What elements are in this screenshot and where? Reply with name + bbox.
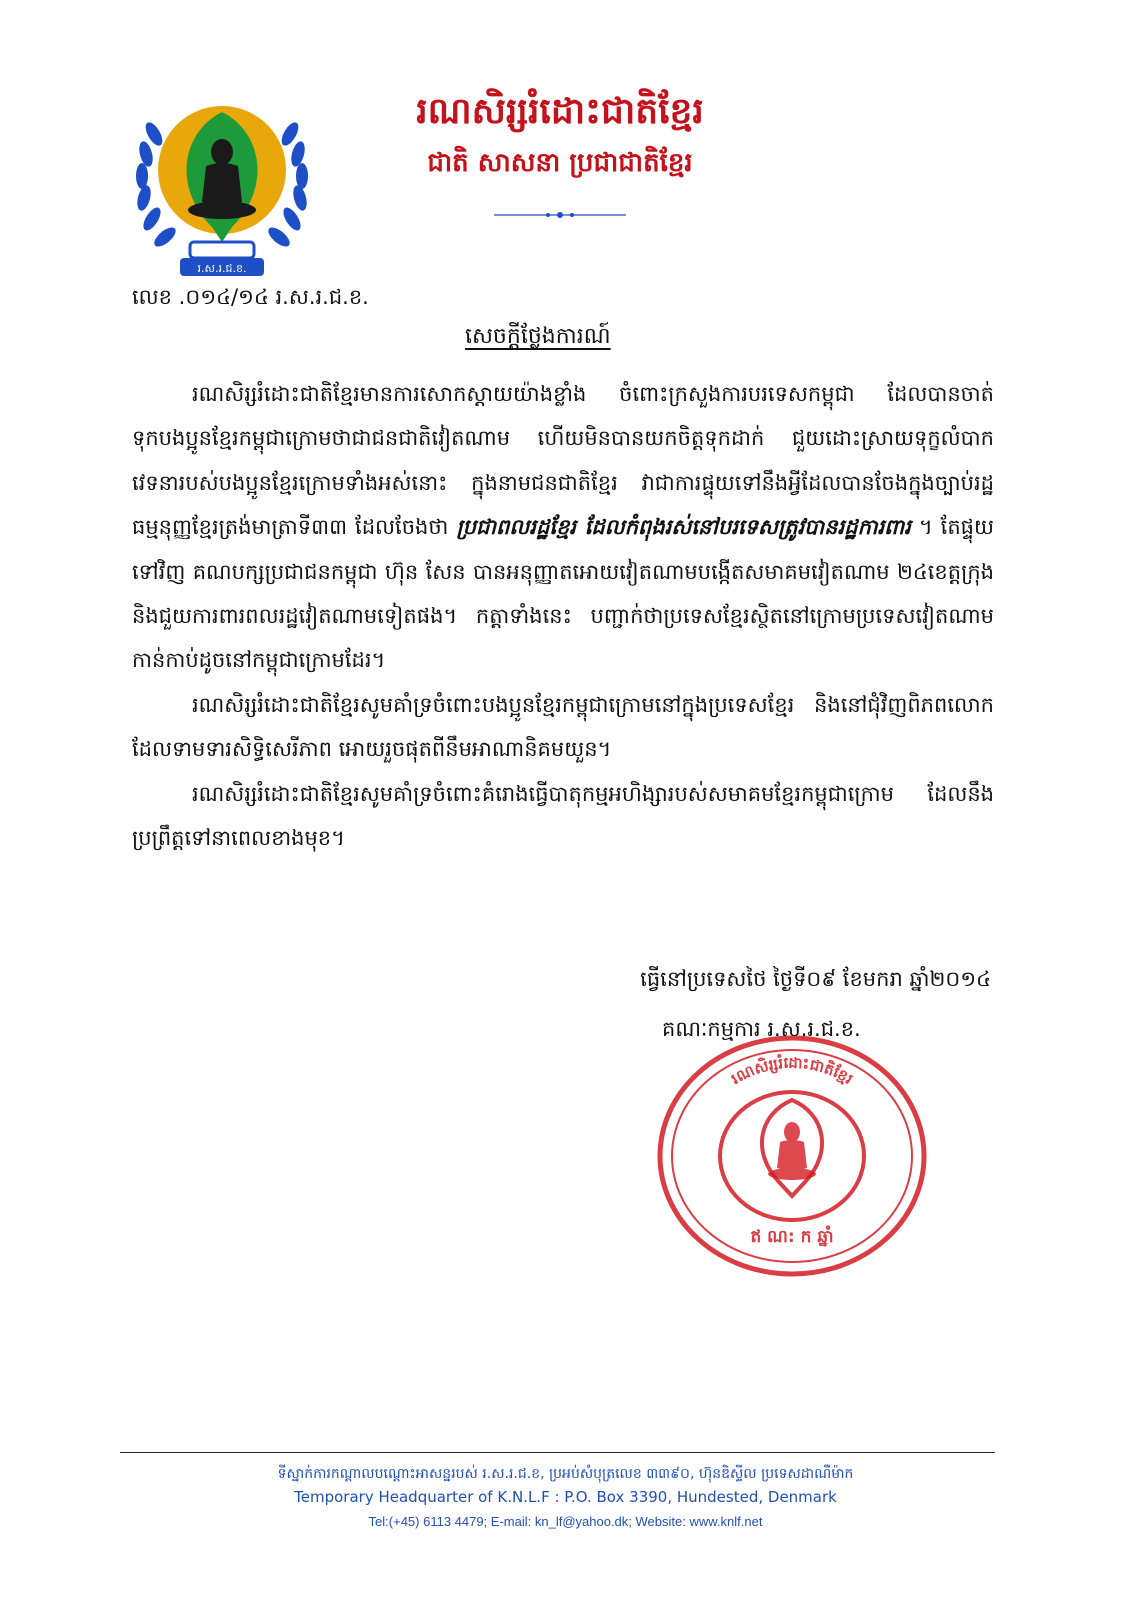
seal-buddha-icon [768, 1122, 816, 1180]
reference-number: លេខ .០១៤/១៤ រ.ស.រ.ជ.ខ. [132, 285, 369, 309]
logo-base-plate [190, 242, 254, 258]
organization-name: រណសិរ្សរំដោះជាតិខ្មែរ [416, 90, 704, 132]
statement-body [132, 372, 994, 860]
seal-top-text: រណសិរ្សរំដោះជាតិខ្មែរ [727, 1053, 857, 1089]
organization-motto: ជាតិ សាសនា ប្រជាជាតិខ្មែរ [427, 148, 693, 178]
footer-contact-info: Tel:(+45) 6113 4479; E-mail: kn_lf@yahoo.dk; Website: www.knlf.net [368, 1514, 763, 1529]
footer-divider [120, 1452, 995, 1453]
date-line: ធ្វើនៅប្រទេសថៃ ថ្ងៃទី០៩ ខែមករា ឆ្នាំ២០១៤ [640, 967, 991, 991]
footer-address-english: Temporary Headquarter of K.N.L.F : P.O. Box 3390, Hundested, Denmark [294, 1488, 837, 1506]
organization-logo [132, 92, 312, 282]
footer-address-khmer: ទីស្នាក់ការកណ្ដាលបណ្ដោះអាសន្នរបស់ រ.ស.រ.ជ.ខ, ប្រអប់សំបុត្រលេខ ៣៣៩០, ហ៊ុនឌិស្ទីល ប្រទេសដាណឺម៉ាក [277, 1466, 854, 1482]
official-seal-stamp [655, 1030, 930, 1280]
emphasized-quote: ប្រជាពលរដ្ឋខ្មែរ ដែលកំពុងរស់នៅបរទេសត្រូវបានរដ្ឋការពារ [456, 514, 911, 540]
signatory: គណៈកម្មការ រ.ស.រ.ជ.ខ. [662, 1017, 861, 1041]
body-paragraph-3: រណសិរ្សរំដោះជាតិខ្មែរសូមគាំទ្រចំពោះគំរោងធ្វើបាតុកម្មអហិង្សារបស់សមាគមខ្មែរកម្ពុជាក្រោម ដែលនឹងប្រព្រឹត្តទៅនាពេលខាងមុខ។ [132, 781, 994, 851]
body-paragraph-2: រណសិរ្សរំដោះជាតិខ្មែរសូមគាំទ្រចំពោះបងប្អូនខ្មែរកម្ពុជាក្រោមនៅក្នុងប្រទេសខ្មែរ និងនៅជុំវិញពិភពលោក ដែលទាមទារសិទ្ធិសេរីភាព អោយរួចផុតពីនឹមអាណានិគមយួន។ [132, 692, 994, 762]
logo-abbrev: រ.ស.រ.ជ.ខ. [197, 262, 247, 275]
body-paragraph-1: រណសិរ្សរំដោះជាតិខ្មែរមានការសោកស្តាយយ៉ាងខ្លាំង ចំពោះក្រសួងការបរទេសកម្ពុជា ដែលបានចាត់ទុកបងប្អូនខ្មែរកម្ពុជាក្រោមថាជាជនជាតិវៀតណាម ហើយមិនបានយកចិត្តទុកដាក់ ជួយដោះស្រាយទុក្ខលំបាកវេទនារបស់បងប្អូនខ្មែរក្រោមទាំងអស់នោះ ក្នុងនាមជនជាតិខ្មែរ វាជាការផ្ទុយទៅនឹងអ្វីដែលបានចែងក្នុងច្បាប់រដ្ឋធម្មនុញ្ញខ្មែរត្រង់មាត្រាទី៣៣ ដែលចែងថា ប្រជាពលរដ្ឋខ្មែរ ដែលកំពុងរស់នៅបរទេសត្រូវបានរដ្ឋការពារ ។ តែផ្ទុយទៅវិញ គណបក្សប្រជាជនកម្ពុជា ហ៊ុន សែន បានអនុញ្ញាតអោយវៀតណាមបង្កើតសមាគមវៀតណាម ២៤ខេត្តក្រុង និងជួយការពារពលរដ្ឋវៀតណាមទៀតផង។ កត្តាទាំងនេះ បញ្ជាក់ថាប្រទេសខ្មែរស្ថិតនៅក្រោមប្រទេសវៀតណាមកាន់កាប់ដូចនៅកម្ពុជាក្រោមដែរ។ [132, 382, 995, 673]
document-title: សេចក្តីថ្លែងការណ៍ [465, 324, 611, 349]
decorative-divider-icon [490, 208, 630, 222]
seal-bottom-text: ឥ ណ: ក ឆ្នាំ [750, 1227, 834, 1247]
